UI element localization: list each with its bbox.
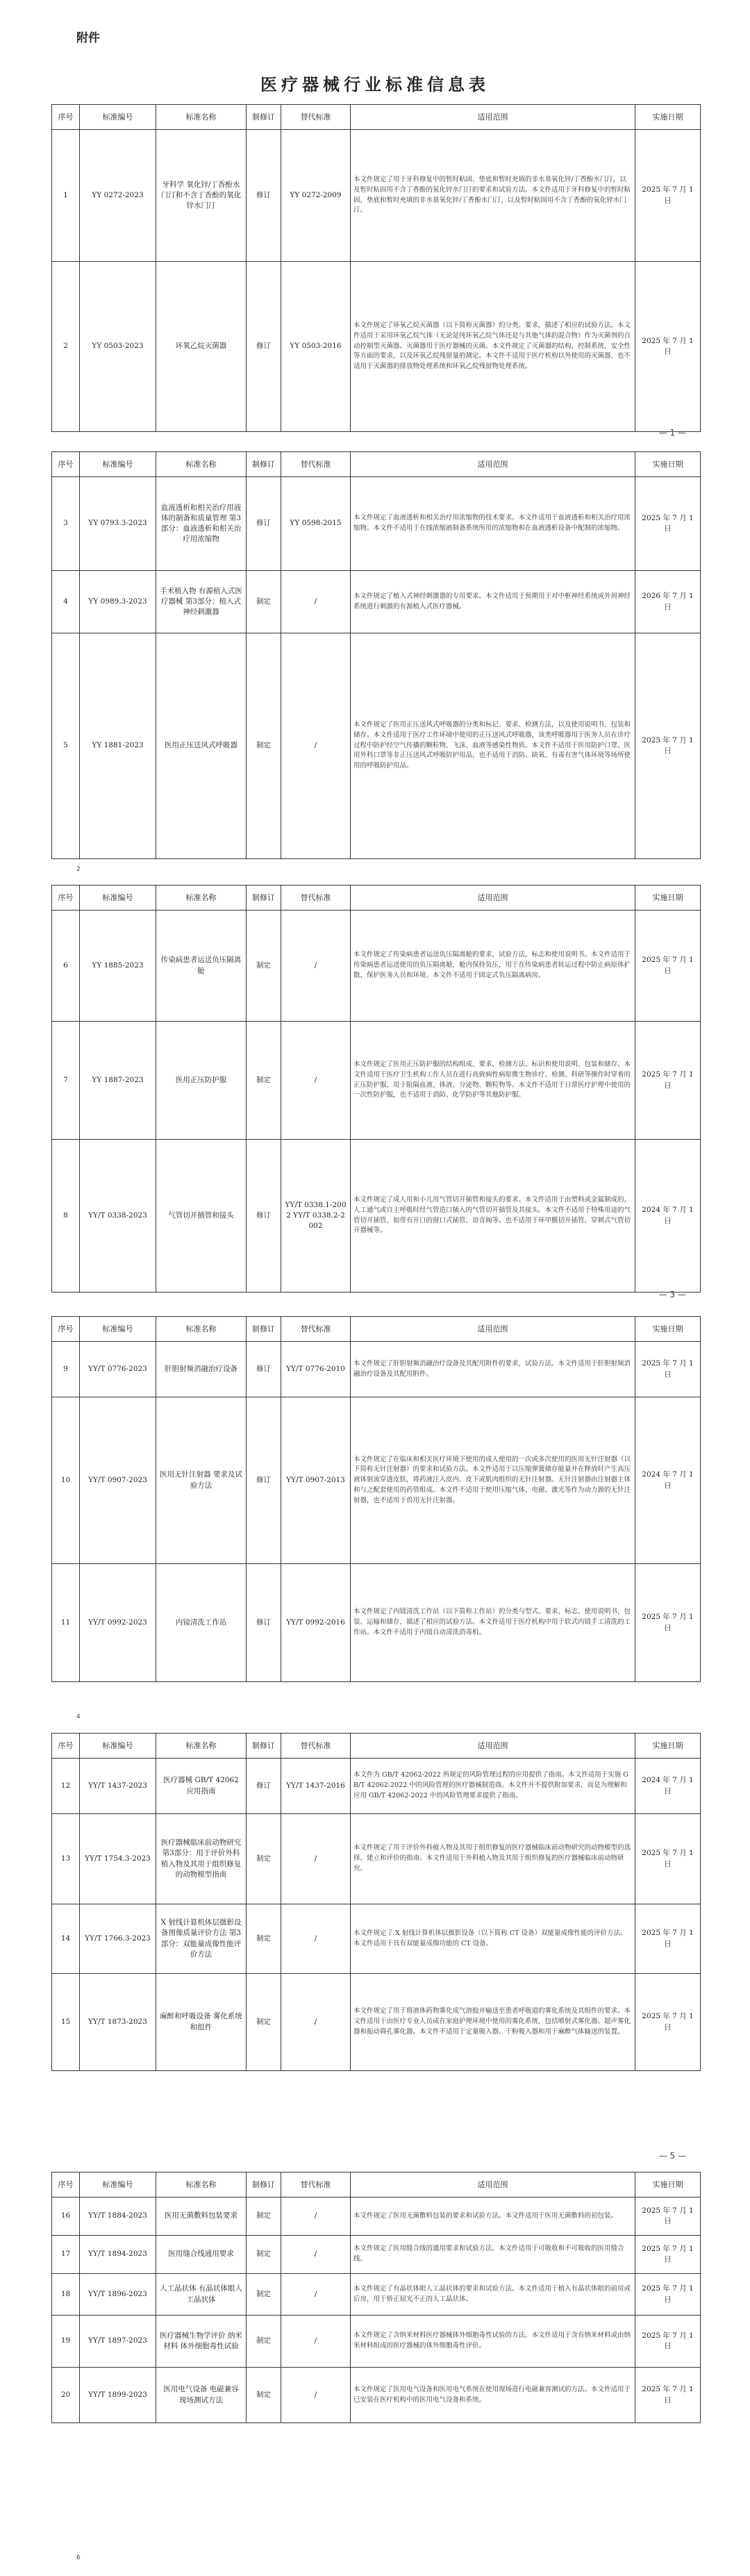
- cell-name: 手术植入物 有源植入式医疗器械 第3部分：植入式神经刺激器: [156, 571, 247, 633]
- column-header: 制修订: [247, 1734, 281, 1759]
- cell-code: YY 1881-2023: [80, 633, 156, 859]
- column-header: 替代标准: [281, 886, 351, 911]
- cell-scope: 本文件规定了成人用和小儿用气管切开插管和接头的要求。本文件适用于由塑料或金属制成的、人工通气或自主呼吸时经气管造口插入的气管切开插管及其接头。本文件不适用于特殊用途的气管切开插管，如带有开口的窗口式插管、语音阀等。也不适用于环甲膜切开插管、穿刺式气管切开器械等。: [351, 1140, 635, 1293]
- cell-no: 9: [52, 1342, 80, 1397]
- table-row: [52, 2368, 701, 2423]
- cell-type: 修订: [247, 1759, 281, 1814]
- cell-no: 3: [52, 477, 80, 571]
- cell-replace: /: [281, 2236, 351, 2274]
- column-header: 实施日期: [635, 2172, 701, 2197]
- cell-code: YY/T 0992-2023: [80, 1564, 156, 1682]
- cell-scope: 本文件规定了内镜清洗工作站（以下简称工作站）的分类与型式、要求、标志、使用说明书，包装、运输和储存，描述了相应的试验方法。本文件适用于医疗机构中用于软式内镜手工清洗的工作站。本文件不适用于内镜自动清洗消毒机。: [351, 1564, 635, 1682]
- column-header: 标准编号: [80, 2172, 156, 2197]
- cell-name: 医用电气设备 电磁兼容 现场测试方法: [156, 2368, 247, 2423]
- column-header: 标准编号: [80, 886, 156, 911]
- cell-replace: /: [281, 1022, 351, 1140]
- cell-name: 血液透析和相关治疗用液体的制备和质量管理 第3部分：血液透析和相关治疗用浓缩物: [156, 477, 247, 571]
- table-row: [52, 130, 701, 262]
- cell-date: 2025 年 7 月 1 日: [635, 2316, 701, 2368]
- page-number: — 3 —: [658, 1290, 686, 1299]
- column-header: 制修订: [247, 886, 281, 911]
- column-header: 标准编号: [80, 105, 156, 130]
- cell-replace: YY/T 0907-2013: [281, 1397, 351, 1564]
- table-block-1: [51, 104, 700, 432]
- cell-name: 医用正压送风式呼吸器: [156, 633, 247, 859]
- cell-code: YY 0793.3-2023: [80, 477, 156, 571]
- cell-replace: YY/T 0776-2010: [281, 1342, 351, 1397]
- cell-replace: YY 0272-2009: [281, 130, 351, 262]
- cell-scope: 本文件规定了植入式神经刺激器的专用要求。本文件适用于预期用于对中枢神经系统或外周神经系统进行刺激的有源植入式医疗器械。: [351, 571, 635, 633]
- table-block-6: [51, 2172, 700, 2423]
- column-header: 适用范围: [351, 2172, 635, 2197]
- standards-table: [51, 104, 701, 432]
- column-header: 实施日期: [635, 452, 701, 477]
- table-row: [52, 2236, 701, 2274]
- table-block-4: [51, 1316, 700, 1682]
- cell-date: 2025 年 7 月 1 日: [635, 1342, 701, 1397]
- column-header: 适用范围: [351, 1317, 635, 1342]
- column-header: 序号: [52, 886, 80, 911]
- cell-name: 医疗器械 GB/T 42062 应用指南: [156, 1759, 247, 1814]
- cell-name: 医用正压防护服: [156, 1022, 247, 1140]
- table-block-3: [51, 885, 700, 1293]
- cell-name: 人工晶状体 有晶状体眼人工晶状体: [156, 2274, 247, 2316]
- cell-replace: YY/T 0992-2016: [281, 1564, 351, 1682]
- cell-no: 11: [52, 1564, 80, 1682]
- column-header: 制修订: [247, 452, 281, 477]
- column-header: 制修订: [247, 105, 281, 130]
- cell-type: 制定: [247, 2274, 281, 2316]
- cell-code: YY 0989.3-2023: [80, 571, 156, 633]
- cell-date: 2025 年 7 月 1 日: [635, 477, 701, 571]
- table-row: [52, 1814, 701, 1904]
- cell-type: 修订: [247, 262, 281, 432]
- cell-name: 传染病患者运送负压隔离舱: [156, 911, 247, 1022]
- column-header: 适用范围: [351, 105, 635, 130]
- table-row: [52, 477, 701, 571]
- cell-no: 10: [52, 1397, 80, 1564]
- table-block-2: [51, 451, 700, 859]
- column-header: 标准名称: [156, 1317, 247, 1342]
- table-row: [52, 1342, 701, 1397]
- cell-code: YY 0272-2023: [80, 130, 156, 262]
- cell-scope: 本文件规定了医用正压防护服的结构组成、要求、检测方法、标识和使用说明、包装和储存。本文件适用于医疗卫生机构工作人员在进行高致病性病原微生物诊疗、检测、科研等操作时穿着的正压防护服，用于阻隔血液、体液、分泌物、颗粒物等。本文件不适用于日常医疗护理中使用的一次性防护服，也不适用于消防、化学防护等其他防护服。: [351, 1022, 635, 1140]
- cell-replace: /: [281, 2368, 351, 2423]
- cell-date: 2025 年 7 月 1 日: [635, 911, 701, 1022]
- cell-scope: 本文件为 GB/T 42062-2022 所规定的风险管理过程的应用提供了指南。本文件适用于实施 GB/T 42062-2022 中的风险管理的医疗器械制造商。本文件并不提供附加要求，而是为理解和应用 GB/T 42062-2022 中的风险管理要求提供了指南。: [351, 1759, 635, 1814]
- table-header-row: [52, 886, 701, 911]
- cell-date: 2025 年 7 月 1 日: [635, 130, 701, 262]
- cell-no: 5: [52, 633, 80, 859]
- cell-type: 修订: [247, 1564, 281, 1682]
- table-row: [52, 1564, 701, 1682]
- cell-name: 环氧乙烷灭菌器: [156, 262, 247, 432]
- cell-no: 17: [52, 2236, 80, 2274]
- cell-no: 1: [52, 130, 80, 262]
- column-header: 替代标准: [281, 1734, 351, 1759]
- document-title: 医疗器械行业标准信息表: [260, 74, 490, 94]
- cell-code: YY/T 1899-2023: [80, 2368, 156, 2423]
- column-header: 制修订: [247, 2172, 281, 2197]
- cell-replace: YY 0598-2015: [281, 477, 351, 571]
- cell-replace: /: [281, 2274, 351, 2316]
- cell-date: 2025 年 7 月 1 日: [635, 2236, 701, 2274]
- cell-date: 2026 年 7 月 1 日: [635, 571, 701, 633]
- cell-type: 修订: [247, 477, 281, 571]
- cell-no: 18: [52, 2274, 80, 2316]
- cell-scope: 本文件规定了含纳米材料医疗器械体外细胞毒性试验的方法。本文件适用于含有纳米材料或由纳米材料组成的医疗器械的体外细胞毒性评价。: [351, 2316, 635, 2368]
- cell-replace: /: [281, 1974, 351, 2071]
- column-header: 标准名称: [156, 1734, 247, 1759]
- cell-no: 14: [52, 1904, 80, 1974]
- cell-scope: 本文件规定了医用电气设备和医用电气系统在使用现场进行电磁兼容测试的方法。本文件适用于已安装在医疗机构中的医用电气设备和系统。: [351, 2368, 635, 2423]
- table-row: [52, 633, 701, 859]
- column-header: 标准编号: [80, 452, 156, 477]
- column-header: 序号: [52, 452, 80, 477]
- table-row: [52, 1974, 701, 2071]
- cell-scope: 本文件规定了在临床和相关医疗环境下使用的成人使用的一次或多次使用的医用无针注射器（以下简称无针注射器）的要求和试验方法。本文件适用于以压缩弹簧储存能量并在释放时产生高压液体射流穿透皮肤，将药液注入皮内、皮下或肌肉组织的无针注射器。无针注射器由注射器主体和与之配套使用的药管组成。本文件不适用于使用压缩气体、电磁、激光等作为动力源的无针注射器，也不适用于兽用无针注射器。: [351, 1397, 635, 1564]
- attachment-label: 附件: [76, 31, 100, 45]
- table-row: [52, 1140, 701, 1293]
- cell-scope: 本文件规定了用于评价外科植入物及其用于组织修复的医疗器械临床前动物研究的动物模型的选择、建立和评价的指南。本文件适用于外科植入物及其用于组织修复的医疗器械临床前动物研究。: [351, 1814, 635, 1904]
- standards-table: [51, 2172, 701, 2423]
- cell-type: 修订: [247, 1140, 281, 1293]
- cell-no: 2: [52, 262, 80, 432]
- column-header: 标准名称: [156, 452, 247, 477]
- standards-table: [51, 885, 701, 1293]
- cell-no: 12: [52, 1759, 80, 1814]
- column-header: 替代标准: [281, 1317, 351, 1342]
- cell-date: 2025 年 7 月 1 日: [635, 2368, 701, 2423]
- cell-code: YY/T 1897-2023: [80, 2316, 156, 2368]
- cell-code: YY/T 1754.3-2023: [80, 1814, 156, 1904]
- cell-date: 2024 年 7 月 1 日: [635, 1759, 701, 1814]
- cell-type: 制定: [247, 1974, 281, 2071]
- column-header: 序号: [52, 1734, 80, 1759]
- column-header: 替代标准: [281, 452, 351, 477]
- cell-replace: /: [281, 571, 351, 633]
- standards-table: [51, 1733, 701, 2071]
- table-header-row: [52, 452, 701, 477]
- cell-name: 医疗器械生物学评价 纳米材料 体外细胞毒性试验: [156, 2316, 247, 2368]
- cell-type: 制定: [247, 633, 281, 859]
- column-header: 标准名称: [156, 105, 247, 130]
- cell-name: 医用无菌敷料包装要求: [156, 2197, 247, 2236]
- column-header: 标准名称: [156, 886, 247, 911]
- cell-code: YY 1885-2023: [80, 911, 156, 1022]
- cell-scope: 本文件规定了用于牙科修复中的暂时粘固、垫底和暂时充填的非水基氧化锌/丁香酚水门汀，以及暂时粘固用不含丁香酚的氧化锌水门汀的要求和试验方法。本文件适用于牙科修复中的暂时粘固、垫底和暂时充填的非水基氧化锌/丁香酚水门汀，以及暂时粘固用不含丁香酚的氧化锌水门汀。: [351, 130, 635, 262]
- cell-type: 制定: [247, 1814, 281, 1904]
- page-number: — 5 —: [658, 2151, 686, 2161]
- cell-no: 4: [52, 571, 80, 633]
- cell-type: 制定: [247, 911, 281, 1022]
- column-header: 适用范围: [351, 452, 635, 477]
- cell-date: 2025 年 7 月 1 日: [635, 1904, 701, 1974]
- column-header: 序号: [52, 105, 80, 130]
- cell-scope: 本文件规定了肝胆射频消融治疗设备及其配用附件的要求，试验方法。本文件适用于肝胆射频消融治疗设备及其配用附件。: [351, 1342, 635, 1397]
- cell-code: YY/T 1896-2023: [80, 2274, 156, 2316]
- column-header: 实施日期: [635, 1734, 701, 1759]
- column-header: 序号: [52, 1317, 80, 1342]
- cell-code: YY 1887-2023: [80, 1022, 156, 1140]
- table-row: [52, 571, 701, 633]
- cell-date: 2025 年 7 月 1 日: [635, 1564, 701, 1682]
- table-header-row: [52, 1317, 701, 1342]
- cell-scope: 本文件规定了医用缝合线的通用要求和试验方法。本文件适用于可吸收和不可吸收的医用缝合线。: [351, 2236, 635, 2274]
- column-header: 替代标准: [281, 105, 351, 130]
- cell-code: YY/T 1894-2023: [80, 2236, 156, 2274]
- column-header: 实施日期: [635, 105, 701, 130]
- column-header: 制修订: [247, 1317, 281, 1342]
- column-header: 标准名称: [156, 2172, 247, 2197]
- column-header: 实施日期: [635, 886, 701, 911]
- cell-type: 修订: [247, 1397, 281, 1564]
- table-row: [52, 1759, 701, 1814]
- table-row: [52, 1022, 701, 1140]
- cell-code: YY/T 0338-2023: [80, 1140, 156, 1293]
- table-header-row: [52, 2172, 701, 2197]
- cell-no: 16: [52, 2197, 80, 2236]
- cell-date: 2025 年 7 月 1 日: [635, 1022, 701, 1140]
- cell-no: 15: [52, 1974, 80, 2071]
- cell-type: 制定: [247, 2236, 281, 2274]
- page-number: 4: [76, 1713, 81, 1720]
- cell-code: YY/T 0907-2023: [80, 1397, 156, 1564]
- cell-no: 20: [52, 2368, 80, 2423]
- column-header: 适用范围: [351, 1734, 635, 1759]
- cell-no: 6: [52, 911, 80, 1022]
- cell-scope: 本文件规定了医用无菌敷料包装的要求和试验方法。本文件适用于医用无菌敷料的初包装。: [351, 2197, 635, 2236]
- column-header: 实施日期: [635, 1317, 701, 1342]
- cell-no: 8: [52, 1140, 80, 1293]
- cell-date: 2025 年 7 月 1 日: [635, 2197, 701, 2236]
- cell-code: YY/T 1884-2023: [80, 2197, 156, 2236]
- cell-scope: 本文件规定了用于将液体药物雾化成气溶胶并输送至患者呼吸道的雾化系统及其组件的要求。本文件适用于由医疗专业人员或在家庭护理环境中使用的雾化系统，包括喷射式雾化器、超声雾化器和振动筛孔雾化器。本文件不适用于定量吸入器、干粉吸入器和用于麻醉气体输送的装置。: [351, 1974, 635, 2071]
- cell-date: 2024 年 7 月 1 日: [635, 1397, 701, 1564]
- cell-type: 修订: [247, 130, 281, 262]
- cell-scope: 本文件规定了有晶状体眼人工晶状体的要求和试验方法。本文件适用于植入有晶状体眼的前房或后房，用于矫正屈光不正的人工晶状体。: [351, 2274, 635, 2316]
- cell-code: YY/T 1766.3-2023: [80, 1904, 156, 1974]
- standards-table: [51, 451, 701, 859]
- cell-replace: YY 0503-2016: [281, 262, 351, 432]
- cell-replace: /: [281, 2197, 351, 2236]
- cell-date: 2025 年 7 月 1 日: [635, 2274, 701, 2316]
- cell-code: YY/T 1437-2023: [80, 1759, 156, 1814]
- cell-replace: /: [281, 633, 351, 859]
- column-header: 标准编号: [80, 1317, 156, 1342]
- cell-no: 19: [52, 2316, 80, 2368]
- cell-no: 7: [52, 1022, 80, 1140]
- page-number: 6: [76, 2554, 81, 2561]
- table-row: [52, 2274, 701, 2316]
- cell-type: 制定: [247, 2368, 281, 2423]
- table-row: [52, 2197, 701, 2236]
- cell-name: X 射线计算机体层摄影设备图像质量评价方法 第3部分：双能量成像性能评价方法: [156, 1904, 247, 1974]
- cell-scope: 本文件规定了传染病患者运送负压隔离舱的要求，试验方法，标志和使用说明书。本文件适用于传染病患者运送使用的负压隔离舱，舱内保持负压，用于在传染病患者转运过程中防止病原体扩散，保护医务人员和环境。本文件不适用于固定式负压隔离病房。: [351, 911, 635, 1022]
- cell-code: YY/T 1873-2023: [80, 1974, 156, 2071]
- cell-name: 医用无针注射器 要求及试验方法: [156, 1397, 247, 1564]
- cell-name: 内镜清洗工作站: [156, 1564, 247, 1682]
- page-number: 2: [76, 866, 81, 873]
- cell-date: 2024 年 7 月 1 日: [635, 1140, 701, 1293]
- cell-replace: YY/T 0338.1-2002 YY/T 0338.2-2002: [281, 1140, 351, 1293]
- cell-scope: 本文件规定了医用正压送风式呼吸器的分类和标记、要求、检测方法，以及使用说明书、包装和储存。本文件适用于医疗工作环境中使用的正压送风式呼吸器，该类呼吸器用于医务人员在诊疗过程中防护经空气传播的颗粒物、飞沫、血液等感染性物质。本文件不适用于医用防护口罩、医用外科口罩等非正压送风式呼吸防护用品，也不适用于消防、缺氧、有毒有害气体环境等场所使用的呼吸防护用品。: [351, 633, 635, 859]
- cell-type: 制定: [247, 1904, 281, 1974]
- cell-type: 制定: [247, 2197, 281, 2236]
- cell-name: 牙科学 氧化锌/丁香酚水门汀和不含丁香酚的氧化锌水门汀: [156, 130, 247, 262]
- cell-name: 气管切开插管和接头: [156, 1140, 247, 1293]
- cell-name: 医用缝合线通用要求: [156, 2236, 247, 2274]
- table-row: [52, 911, 701, 1022]
- cell-type: 制定: [247, 2316, 281, 2368]
- column-header: 序号: [52, 2172, 80, 2197]
- table-header-row: [52, 1734, 701, 1759]
- standards-table: [51, 1316, 701, 1682]
- table-block-5: [51, 1733, 700, 2071]
- cell-date: 2025 年 7 月 1 日: [635, 1974, 701, 2071]
- table-row: [52, 262, 701, 432]
- table-row: [52, 1397, 701, 1564]
- column-header: 标准编号: [80, 1734, 156, 1759]
- cell-date: 2025 年 7 月 1 日: [635, 1814, 701, 1904]
- cell-replace: /: [281, 911, 351, 1022]
- cell-replace: /: [281, 2316, 351, 2368]
- cell-date: 2025 年 7 月 1 日: [635, 633, 701, 859]
- cell-name: 医疗器械临床前动物研究 第3部分：用于评价外科植入物及其用于组织修复的动物模型指南: [156, 1814, 247, 1904]
- cell-code: YY 0503-2023: [80, 262, 156, 432]
- cell-scope: 本文件规定了环氧乙烷灭菌器（以下简称灭菌器）的分类、要求，描述了相应的试验方法。本文件适用于采用环氧乙烷气体（无论是纯环氧乙烷气体还是与其他气体的混合物）作为灭菌剂的自动控制型灭菌器。灭菌器用于医疗器械的灭菌。本文件规定了灭菌器的结构、控制系统、安全性等方面的要求，以及环氧乙烷残留量的测定。本文件不适用于医疗机构以外使用的灭菌器，也不适用于灭菌器的排放物处理系统和环氧乙烷残留物处理系统。: [351, 262, 635, 432]
- cell-replace: YY/T 1437-2016: [281, 1759, 351, 1814]
- cell-type: 修订: [247, 1342, 281, 1397]
- table-row: [52, 1904, 701, 1974]
- column-header: 替代标准: [281, 2172, 351, 2197]
- cell-scope: 本文件规定了 X 射线计算机体层摄影设备（以下简称 CT 设备）双能量成像性能的评价方法。本文件适用于具有双能量成像功能的 CT 设备。: [351, 1904, 635, 1974]
- cell-no: 13: [52, 1814, 80, 1904]
- cell-name: 肝胆射频消融治疗设备: [156, 1342, 247, 1397]
- cell-replace: /: [281, 1814, 351, 1904]
- page-number: — 1 —: [658, 428, 686, 438]
- table-row: [52, 2316, 701, 2368]
- cell-type: 制定: [247, 571, 281, 633]
- table-header-row: [52, 105, 701, 130]
- cell-scope: 本文件规定了血液透析和相关治疗用浓缩物的技术要求。本文件适用于血液透析和相关治疗用浓缩物。本文件不适用于在线浓缩液制备系统所用的浓缩物和在血液透析设备中配制的浓缩物。: [351, 477, 635, 571]
- cell-code: YY/T 0776-2023: [80, 1342, 156, 1397]
- column-header: 适用范围: [351, 886, 635, 911]
- cell-type: 制定: [247, 1022, 281, 1140]
- cell-name: 麻醉和呼吸设备 雾化系统和组件: [156, 1974, 247, 2071]
- cell-replace: /: [281, 1904, 351, 1974]
- cell-date: 2025 年 7 月 1 日: [635, 262, 701, 432]
